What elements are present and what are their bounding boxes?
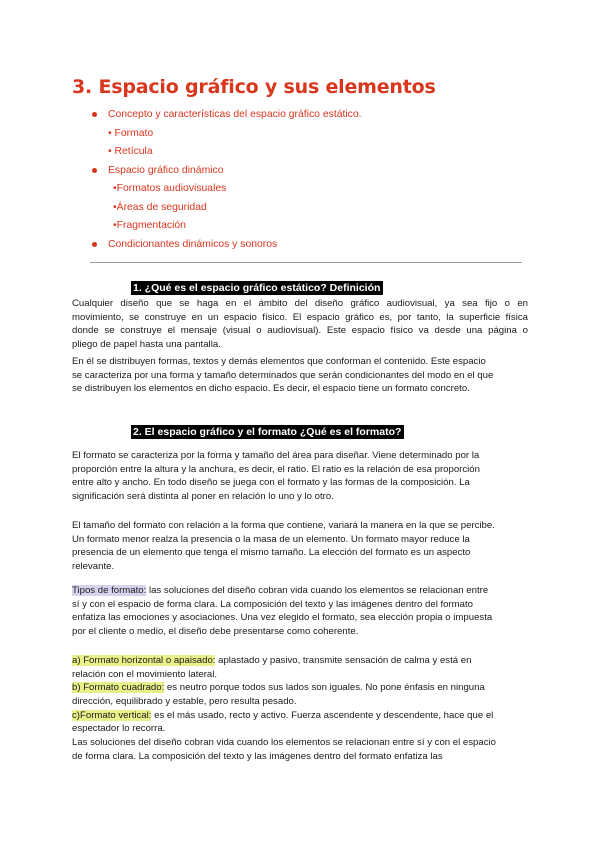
section-heading-2: 2. El espacio gráfico y el formato ¿Qué es el formato? bbox=[131, 425, 404, 439]
outline-item: •Formatos audiovisuales bbox=[113, 183, 227, 194]
bullet-icon bbox=[92, 168, 97, 173]
outline-item: •Áreas de seguridad bbox=[113, 201, 207, 213]
outline-item: • Retícula bbox=[108, 146, 153, 157]
format-list: a) Formato horizontal o apaisado: aplastado y pasivo, transmite sensación de calma y está en relación con el movimiento lateral. b) Formato cuadrado: es neutro porque todos sus lados son iguales. No pone énfasis en ninguna dirección, equilibrado y estable, pero resulta pesado. c)Formato vertical: es el más usado, recto y activo. Fuerza ascendente y descendente, hace que el espectador lo recorra. Las soluciones del diseño cobran vida cuando los elementos se relacionan entre sí y con el espacio de forma clara. La composición del texto y las imágenes dentro del formato enfatiza las bbox=[72, 654, 528, 764]
outline-item: •Fragmentación bbox=[113, 220, 186, 231]
section-heading-1: 1. ¿Qué es el espacio gráfico estático? Definición bbox=[131, 281, 383, 295]
highlighted-label: Tipos de formato: bbox=[72, 585, 147, 596]
format-item-b: b) Formato cuadrado: es neutro porque todos sus lados son iguales. No pone énfasis en ninguna bbox=[72, 682, 485, 694]
topic-outline bbox=[92, 106, 512, 254]
format-types-paragraph: Tipos de formato: las soluciones del diseño cobran vida cuando los elementos se relacionan entre sí y con el espacio de forma clara. La composición del texto y las imágenes dentro del formato enfatiza las emociones y asociaciones. Una vez elegido el formato, sea elección propia o impuesta por el cliente o medio, el diseño debe presentarse como coherente. bbox=[72, 585, 493, 638]
bullet-icon bbox=[92, 242, 97, 247]
section1-paragraph-1: Cualquier diseño que se haga en el ámbito del diseño gráfico audiovisual, ya sea fijo o en movimiento, se construye en un espacio físico. El espacio gráfico es, por tanto, la superficie física donde se construye el mensaje (visual o audiovisual). Este espacio físico va desde una página o pliego de papel hasta una pantalla. bbox=[72, 298, 528, 351]
outline-item: • Formato bbox=[108, 127, 154, 139]
document-title: 3. Espacio gráfico y sus elementos bbox=[72, 76, 436, 98]
format-item-c: c)Formato vertical: es el más usado, recto y activo. Fuerza ascendente y descendente, hace que el bbox=[72, 709, 494, 721]
outline-item: Concepto y características del espacio gráfico estático. bbox=[92, 106, 512, 125]
horizontal-divider bbox=[90, 262, 522, 263]
section2-paragraph-2: El tamaño del formato con relación a la forma que contiene, variará la manera en la que se percibe. Un formato menor realza la presencia o la masa de un elemento. Un formato mayor reduce la presencia de un elemento que tenga el mismo tamaño. La elección del formato es un aspecto relevante. bbox=[72, 520, 495, 573]
outline-item: Espacio gráfico dinámico bbox=[92, 162, 512, 181]
highlighted-label: c)Formato vertical: bbox=[72, 709, 152, 721]
section2-paragraph-1: El formato se caracteriza por la forma y tamaño del área para diseñar. Viene determinado por la proporción entre la altura y la anchura, es decir, el ratio. El ratio es la relación de esa proporción entre alto y ancho. En todo diseño se juega con el formato y las formas de la composición. La significación será distinta al poner en relación lo uno y lo otro. bbox=[72, 450, 480, 503]
format-item-a: a) Formato horizontal o apaisado: aplastado y pasivo, transmite sensación de calma y está en bbox=[72, 655, 472, 666]
outline-item: Condicionantes dinámicos y sonoros bbox=[92, 236, 512, 255]
highlighted-label: a) Formato horizontal o apaisado: bbox=[72, 655, 216, 666]
bullet-icon bbox=[92, 112, 97, 117]
highlighted-label: b) Formato cuadrado: bbox=[72, 682, 165, 694]
section1-paragraph-2: En él se distribuyen formas, textos y demás elementos que conforman el contenido. Este espacio se caracteriza por una forma y tamaño determinados que serán condicionantes del modo en el que se distribuyen los elementos en dicho espacio. Es decir, el espacio tiene un formato concreto. bbox=[72, 356, 494, 395]
